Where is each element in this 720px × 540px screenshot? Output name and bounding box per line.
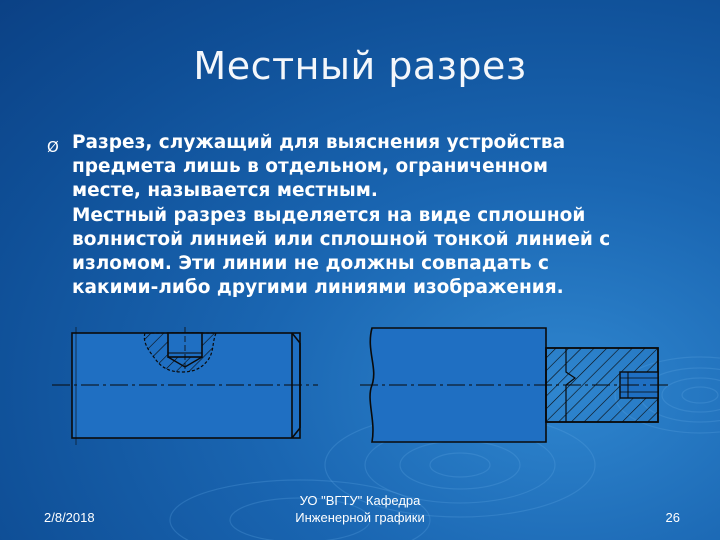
slide-title: Местный разрез <box>193 44 527 88</box>
footer-date: 2/8/2018 <box>44 510 95 525</box>
bullet-line: волнистой линией или сплошной тонкой линией с <box>72 228 611 250</box>
bullet-line: месте, называется местным. <box>72 180 378 202</box>
bullet-line: Разрез, служащий для выяснения устройства <box>72 132 566 153</box>
shaft-break-section-drawing <box>360 328 672 442</box>
shaft-local-section-drawing <box>52 327 318 445</box>
footer-organization <box>260 492 460 526</box>
footer-org-line: УО "ВГТУ" Кафедра <box>299 493 421 508</box>
bullet-line: предмета лишь в отдельном, ограниченном <box>72 156 549 178</box>
bullet-line: изломом. Эти линии не должны совпадать с <box>72 253 549 275</box>
footer-org-line: Инженерной графики <box>295 510 425 525</box>
bullet-line: какими-либо другими линиями изображения. <box>72 277 564 299</box>
arrowhead-bullet-icon: Ø <box>47 138 59 156</box>
bullet-line: Местный разрез выделяется на виде сплошной <box>72 204 586 226</box>
page-number: 26 <box>665 510 680 525</box>
